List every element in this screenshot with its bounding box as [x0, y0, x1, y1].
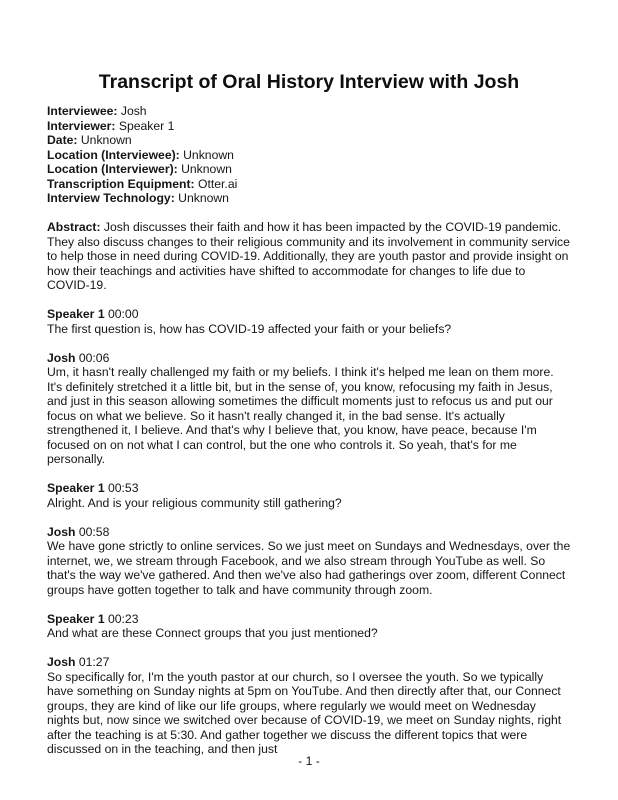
metadata-label: Interviewer: — [47, 118, 116, 133]
metadata-line-location-interviewer — [47, 162, 571, 177]
speaker-name: Josh — [47, 524, 76, 539]
metadata-label: Transcription Equipment: — [47, 176, 195, 191]
transcript-turn — [47, 481, 571, 510]
abstract-paragraph — [47, 220, 571, 293]
speaker-heading — [47, 655, 571, 670]
timestamp: 00:23 — [107, 611, 139, 626]
metadata-value: Unknown — [183, 147, 234, 162]
utterance-text: The first question is, how has COVID-19 affected your faith or your beliefs? — [47, 321, 452, 336]
transcript-turn — [47, 307, 571, 336]
metadata-line-date — [47, 133, 571, 148]
metadata-line-interviewer — [47, 119, 571, 134]
metadata-value: Unknown — [181, 162, 232, 176]
speaker-heading — [47, 351, 571, 366]
metadata-line-interviewee — [47, 104, 571, 119]
utterance-text: We have gone strictly to online services. So we just meet on Sundays and Wednesdays, over the internet, we, we stream through Facebook, and we also stream through YouTube as well. So that's the way we've gathered. And then we've also had gatherings over zoom, different Connect groups have gotten together to talk and have community through zoom. — [47, 539, 571, 597]
timestamp: 00:06 — [78, 350, 110, 365]
page-number: - 1 - — [298, 753, 320, 768]
utterance-text: So specifically for, I'm the youth pastor at our church, so I oversee the youth. So we typically have something on Sunday nights at 5pm on YouTube. And then directly after that, our Connect groups, they are kind of like our life groups, where regularly we would meet on Wednesday nights but, now since we switched over because of COVID-19, we meet on Sunday nights, right after the teaching is at 5:30. And gather together we discuss the different topics that were discussed on in the teaching, and then just — [47, 669, 562, 756]
metadata-label: Interview Technology: — [47, 191, 175, 205]
speaker-name: Josh — [47, 350, 76, 365]
metadata-label: Date: — [47, 133, 78, 147]
metadata-value: Unknown — [178, 191, 229, 205]
transcript-turn — [47, 525, 571, 598]
utterance-text: Um, it hasn't really challenged my faith or my beliefs. I think it's helped me lean on them more. It's definitely stretched it a little bit, but in the sense of, you know, refocusing my faith in Jesus, and just in this season allowing sometimes the difficult moments just to refocus us and put our focus on what we believe. So it hasn't really changed it, in the bad sense. It's actually strengthened it, I believe. And that's why I believe that, you know, have peace, because I'm focused on on not what I can control, but the one who controls it. So yeah, that's for me personally. — [47, 365, 554, 466]
timestamp: 00:00 — [107, 307, 139, 321]
transcript-turn — [47, 655, 571, 757]
metadata-label: Location (Interviewee): — [47, 147, 180, 162]
metadata-label: Location (Interviewer): — [47, 162, 178, 176]
metadata-line-interview-technology — [47, 191, 571, 206]
speaker-heading — [47, 525, 571, 540]
metadata-line-transcription-equipment — [47, 177, 571, 192]
metadata-value: Unknown — [80, 133, 132, 147]
speaker-heading — [47, 612, 571, 627]
speaker-name: Speaker 1 — [47, 481, 105, 495]
speaker-name: Speaker 1 — [47, 611, 105, 626]
metadata-value: Otter.ai — [198, 176, 238, 191]
utterance-text: And what are these Connect groups that you just mentioned? — [47, 626, 378, 640]
transcript-turn — [47, 351, 571, 467]
metadata-label: Interviewee: — [47, 104, 118, 118]
metadata-line-location-interviewee — [47, 148, 571, 163]
timestamp: 00:53 — [107, 481, 139, 495]
abstract-label: Abstract: — [47, 220, 101, 234]
speaker-heading — [47, 307, 571, 322]
abstract-text: Josh discusses their faith and how it has been impacted by the COVID-19 pandemic. They also discuss changes to their religious community and its involvement in community service to help those in need during COVID-19. Additionally, they are youth pastor and provide insight on how their teachings and activities have shifted to accommodate for changes to life due to COVID-19. — [47, 220, 570, 292]
timestamp: 00:58 — [78, 524, 110, 539]
metadata-value: Josh — [120, 104, 147, 118]
transcript-turn — [47, 612, 571, 641]
timestamp: 01:27 — [78, 655, 110, 669]
metadata-block — [47, 104, 571, 206]
speaker-heading — [47, 481, 571, 496]
page-title: Transcript of Oral History Interview with Josh — [98, 71, 520, 93]
speaker-name: Josh — [47, 655, 76, 669]
speaker-name: Speaker 1 — [47, 307, 105, 321]
utterance-text: Alright. And is your religious community still gathering? — [47, 495, 342, 510]
metadata-value: Speaker 1 — [118, 118, 175, 133]
